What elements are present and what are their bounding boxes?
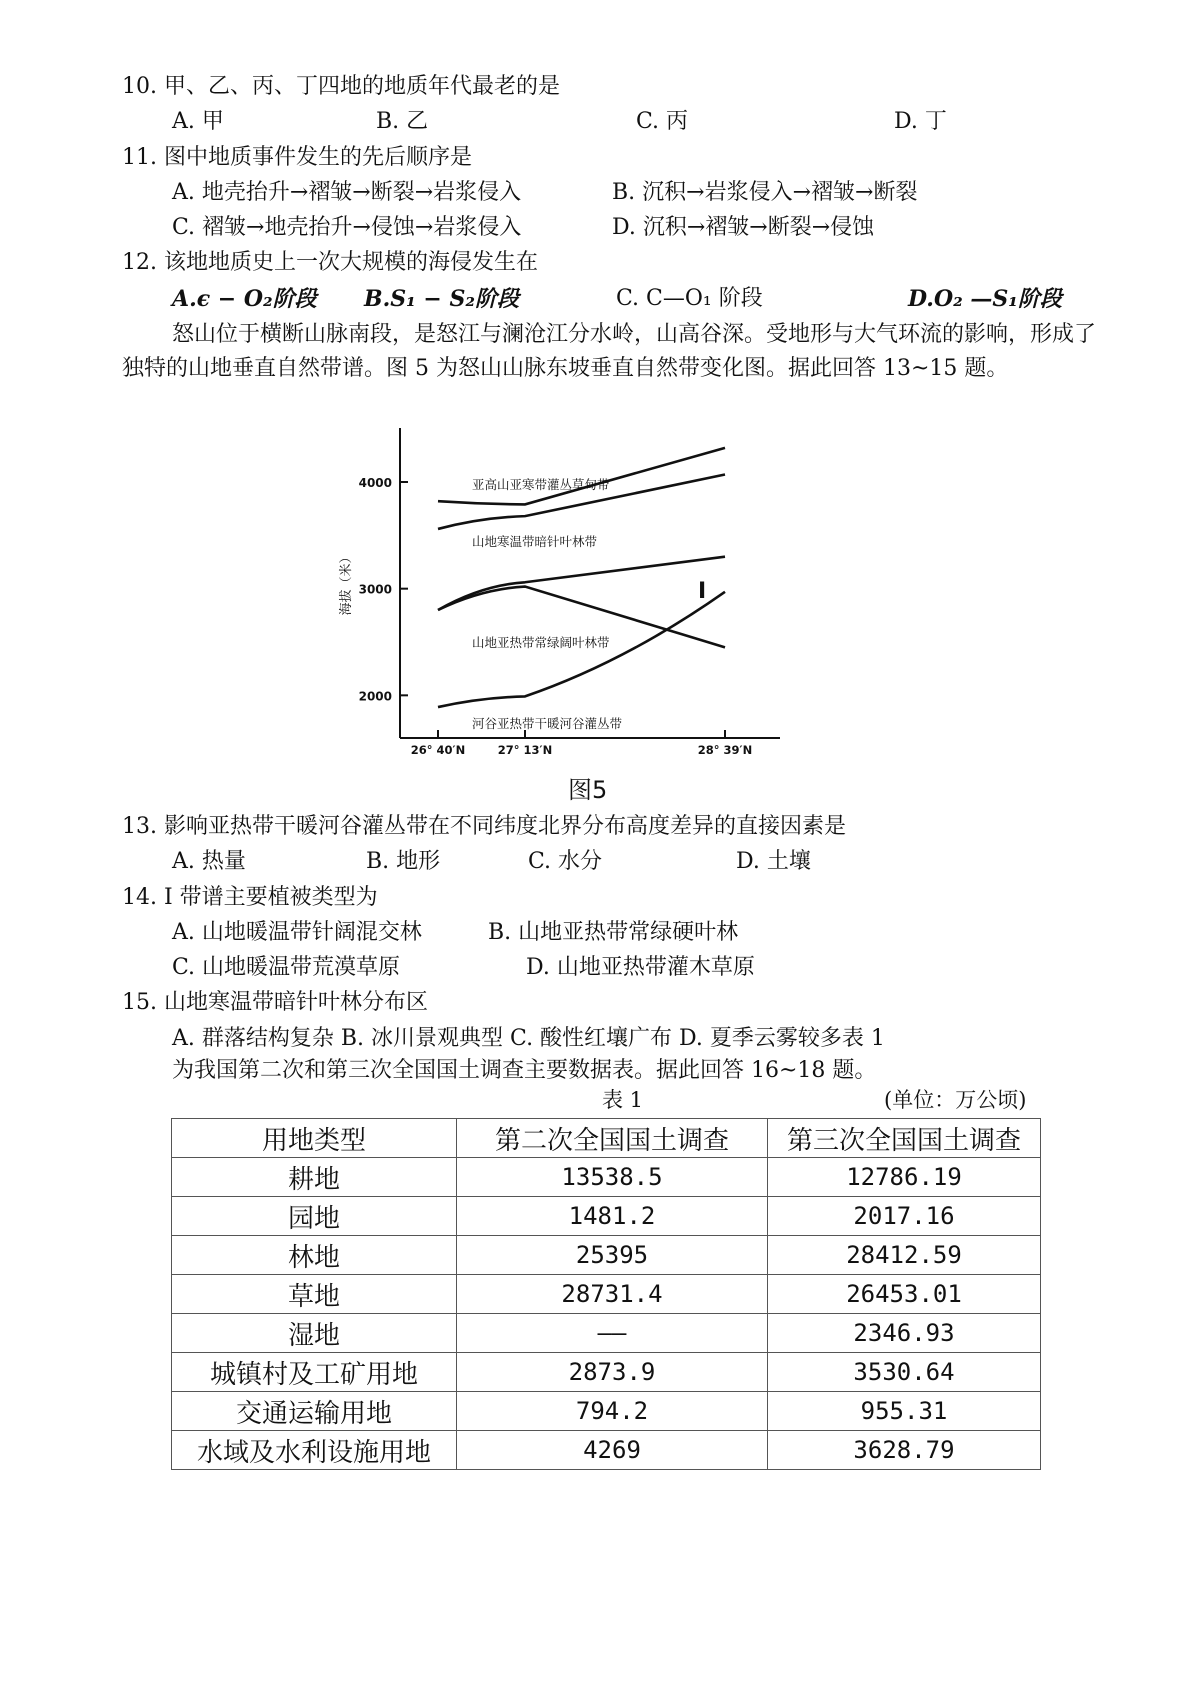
q12-option-c: C. C—O₁ 阶段: [616, 286, 763, 311]
cell-land-type: 交通运输用地: [172, 1392, 457, 1431]
table-row: [172, 1236, 1041, 1275]
cell-land-type: 草地: [172, 1275, 457, 1314]
q14-option-c: C. 山地暖温带荒漠草原: [172, 955, 401, 980]
q13-stem: 13. 影响亚热带干暖河谷灌丛带在不同纬度北界分布高度差异的直接因素是: [122, 814, 846, 839]
q12-option-a: A.ϵ − O₂阶段: [172, 286, 317, 312]
cell-second-survey: ——: [457, 1314, 768, 1353]
cell-second-survey: 794.2: [457, 1392, 768, 1431]
cell-second-survey: 28731.4: [457, 1275, 768, 1314]
y-tick-label: 3000: [358, 582, 392, 597]
passage-text: 怒山位于横断山脉南段，是怒江与澜沧江分水岭，山高谷深。受地形与大气环流的影响，形成了独特的山地垂直自然带谱。图 5 为怒山山脉东坡垂直自然带变化图。据此回答 13~15 题。: [122, 322, 1097, 381]
x-tick-label: 26° 40′N: [410, 743, 466, 757]
q13-option-a: A. 热量: [172, 849, 246, 874]
cell-third-survey: 28412.59: [768, 1236, 1041, 1275]
zone-label-subalpine: 亚高山亚寒带灌丛草甸带: [472, 477, 610, 492]
q14-stem: 14. I 带谱主要植被类型为: [122, 885, 378, 910]
cell-second-survey: 1481.2: [457, 1197, 768, 1236]
q13-option-b: B. 地形: [366, 849, 441, 874]
q15-stem: 15. 山地寒温带暗针叶林分布区: [122, 990, 428, 1015]
q10-option-a: A. 甲: [172, 109, 224, 134]
q12-option-b: B.S₁ − S₂阶段: [364, 286, 520, 312]
cell-third-survey: 2017.16: [768, 1197, 1041, 1236]
table-row: [172, 1392, 1041, 1431]
table-unit: (单位：万公顷): [884, 1088, 1027, 1112]
cell-land-type: 林地: [172, 1236, 457, 1275]
table-row: [172, 1158, 1041, 1197]
q10-option-c: C. 丙: [636, 109, 689, 134]
header-third-survey: 第三次全国国土调查: [768, 1119, 1041, 1158]
cell-second-survey: 25395: [457, 1236, 768, 1275]
table-row: [172, 1353, 1041, 1392]
q10-stem: 10. 甲、乙、丙、丁四地的地质年代最老的是: [122, 74, 560, 99]
table-title: 表 1: [602, 1088, 644, 1112]
zone-label-dark-conifer: 山地寒温带暗针叶林带: [472, 534, 598, 549]
header-second-survey: 第二次全国国土调查: [457, 1119, 768, 1158]
cell-third-survey: 2346.93: [768, 1314, 1041, 1353]
q12-stem: 12. 该地地质史上一次大规模的海侵发生在: [122, 250, 538, 275]
table-row: [172, 1314, 1041, 1353]
q14-option-a: A. 山地暖温带针阔混交林: [172, 920, 422, 945]
zone-label-valley-shrub: 河谷亚热带干暖河谷灌丛带: [472, 716, 623, 731]
passage-nushan: [122, 318, 1102, 386]
zone-marker-i: I: [698, 579, 707, 604]
q14-option-b: B. 山地亚热带常绿硬叶林: [488, 920, 739, 945]
land-survey-table: [171, 1118, 1041, 1470]
cell-land-type: 水域及水利设施用地: [172, 1431, 457, 1470]
cell-land-type: 耕地: [172, 1158, 457, 1197]
table-row: [172, 1431, 1041, 1470]
x-tick-label: 28° 39′N: [697, 743, 753, 757]
table-row: [172, 1197, 1041, 1236]
table-row: [172, 1275, 1041, 1314]
q13-option-d: D. 土壤: [736, 849, 811, 874]
cell-third-survey: 3530.64: [768, 1353, 1041, 1392]
q14-option-d: D. 山地亚热带灌木草原: [526, 955, 755, 980]
boundary-conifer-zone-i: [438, 557, 725, 610]
zone-label-evergreen-broadleaf: 山地亚热带常绿阔叶林带: [472, 635, 610, 650]
q15-continuation: 为我国第二次和第三次全国国土调查主要数据表。据此回答 16~18 题。: [172, 1058, 877, 1083]
q10-option-b: B. 乙: [376, 109, 429, 134]
cell-third-survey: 26453.01: [768, 1275, 1041, 1314]
y-axis-label: 海拔（米）: [339, 550, 354, 616]
q12-option-d: D.O₂ —S₁阶段: [908, 286, 1062, 312]
figure-vertical-zones-chart: [320, 418, 840, 758]
cell-third-survey: 955.31: [768, 1392, 1041, 1431]
q11-option-a: A. 地壳抬升→褶皱→断裂→岩浆侵入: [172, 180, 522, 205]
cell-third-survey: 12786.19: [768, 1158, 1041, 1197]
cell-land-type: 湿地: [172, 1314, 457, 1353]
header-land-type: 用地类型: [172, 1119, 457, 1158]
cell-third-survey: 3628.79: [768, 1431, 1041, 1470]
figure-caption: 图5: [568, 776, 608, 804]
cell-land-type: 城镇村及工矿用地: [172, 1353, 457, 1392]
q10-option-d: D. 丁: [894, 109, 947, 134]
cell-second-survey: 2873.9: [457, 1353, 768, 1392]
q11-stem: 11. 图中地质事件发生的先后顺序是: [122, 145, 472, 170]
y-tick-label: 4000: [358, 476, 392, 490]
q11-option-d: D. 沉积→褶皱→断裂→侵蚀: [612, 215, 875, 240]
cell-land-type: 园地: [172, 1197, 457, 1236]
cell-second-survey: 4269: [457, 1431, 768, 1470]
q11-option-b: B. 沉积→岩浆侵入→褶皱→断裂: [612, 180, 918, 205]
y-tick-label: 2000: [358, 689, 392, 704]
table-header-row: [172, 1119, 1041, 1158]
q15-options-line: A. 群落结构复杂 B. 冰川景观典型 C. 酸性红壤广布 D. 夏季云雾较多表 1: [172, 1026, 885, 1051]
q11-option-c: C. 褶皱→地壳抬升→侵蚀→岩浆侵入: [172, 215, 522, 240]
q13-option-c: C. 水分: [528, 849, 603, 874]
x-tick-label: 27° 13′N: [497, 743, 553, 757]
cell-second-survey: 13538.5: [457, 1158, 768, 1197]
